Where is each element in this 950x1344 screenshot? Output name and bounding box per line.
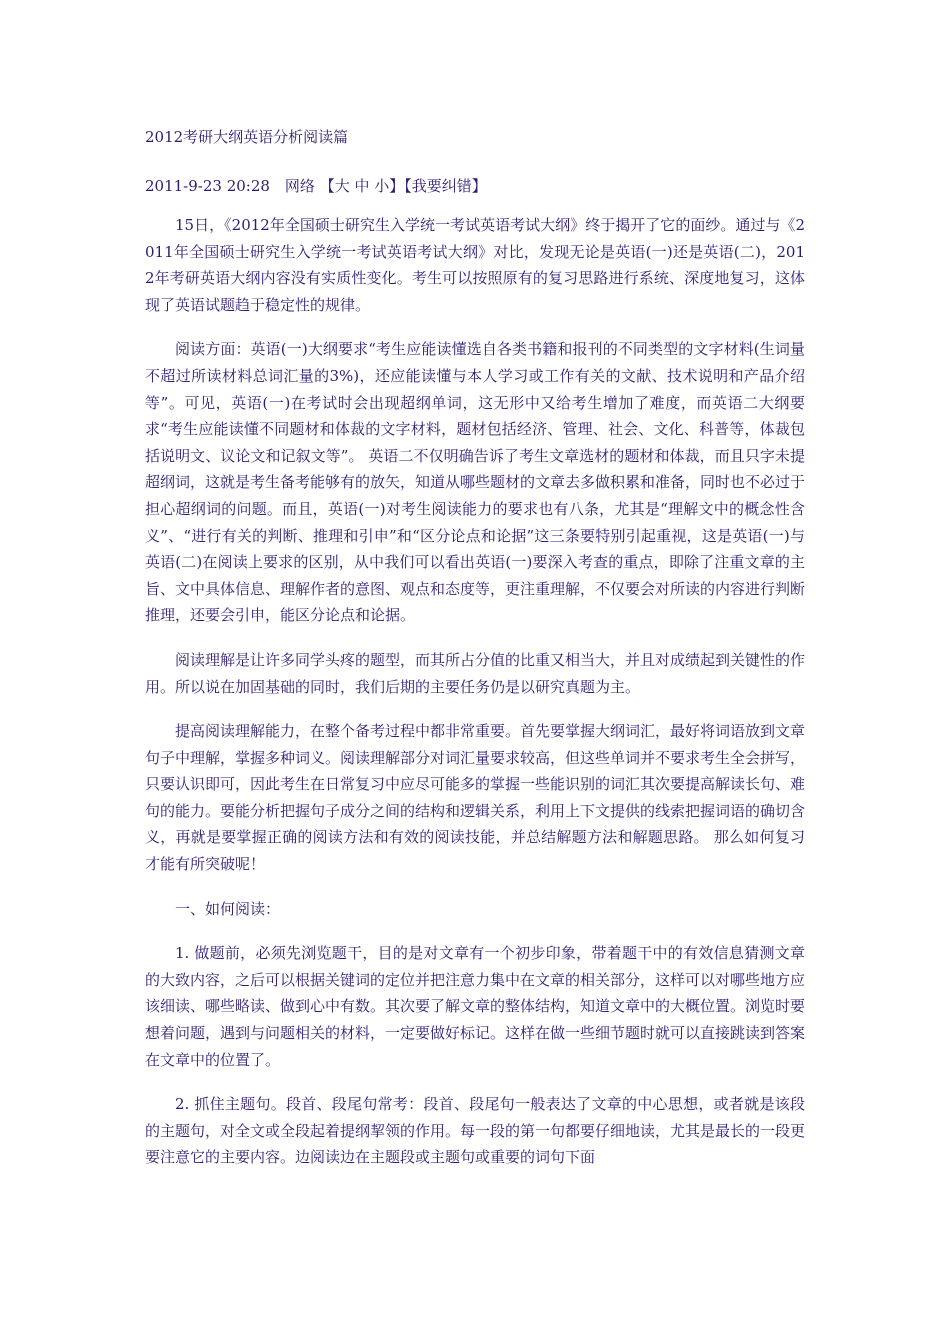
paragraph-tip-1: 1. 做题前，必须先浏览题干，目的是对文章有一个初步印象，带着题干中的有效信息猜测文章的大致内容，之后可以根据关键词的定位并把注意力集中在文章的相关部分，这样可以对哪些地方应该细读、哪些略读、做到心中有数。其次要了解文章的整体结构，知道文章中的大概位置。浏览时要想着问题，遇到与问题相关的材料，一定要做好标记。这样在做一些细节题时就可以直接跳读到答案在文章中的位置了。 xyxy=(145,944,806,1069)
document-page xyxy=(145,124,805,1171)
article-meta: 2011-9-23 20:28 网络 【大 中 小】【我要纠错】 xyxy=(145,177,487,195)
paragraph-tip-2: 2. 抓住主题句。段首、段尾句常考：段首、段尾句一般表达了文章的中心思想，或者就是该段的主题句，对全文或全段起着提纲挈领的作用。每一段的第一句都要仔细地读，尤其是最长的一段更要注意它的主要内容。边阅读边在主题段或主题句或重要的词句下面 xyxy=(145,1095,806,1167)
paragraph-reading-requirements: 阅读方面：英语(一)大纲要求“考生应能读懂选自各类书籍和报刊的不同类型的文字材料(生词量不超过所读材料总词汇量的3%)，还应能读懂与本人学习或工作有关的文献、技术说明和产品介绍等”。可见，英语(一)在考试时会出现超纲单词，这无形中又给考生增加了难度，而英语二大纲要求“考生应能读懂不同题材和体裁的文字材料，题材包括经济、管理、社会、文化、科普等，体裁包括说明文、议论文和记叙文等”。 英语二不仅明确告诉了考生文章选材的题材和体裁，而且只字未提超纲词，这就是考生备考能够有的放矢，知道从哪些题材的文章去多做积累和准备，同时也不必过于担心超纲词的问题。而且，英语(一)对考生阅读能力的要求也有八条，尤其是“理解文中的概念性含义”、“进行有关的判断、推理和引申”和“区分论点和论据”这三条要特别引起重视，这是英语(一)与英语(二)在阅读上要求的区别，从中我们可以看出英语(一)要深入考查的重点，即除了注重文章的主旨、文中具体信息、理解作者的意图、观点和态度等，更注重理解，不仅要会对所读的内容进行判断推理，还要会引申，能区分论点和论据。 xyxy=(145,340,806,625)
paragraph-improve-ability: 提高阅读理解能力，在整个备考过程中都非常重要。首先要掌握大纲词汇，最好将词语放到文章句子中理解，掌握多种词义。阅读理解部分对词汇量要求较高，但这些单词并不要求考生全会拼写，只要认识即可，因此考生在日常复习中应尽可能多的掌握一些能识别的词汇其次要提高解读长句、难句的能力。要能分析把握句子成分之间的结构和逻辑关系，利用上下文提供的线索把握词语的确切含义，再就是要掌握正确的阅读方法和有效的阅读技能，并总结解题方法和解题思路。 那么如何复习才能有所突破呢！ xyxy=(145,722,806,874)
section-heading-how-to-read: 一、如何阅读： xyxy=(175,899,281,918)
paragraph-reading-importance: 阅读理解是让许多同学头疼的题型，而其所占分值的比重又相当大，并且对成绩起到关键性的作用。所以说在加固基础的同时，我们后期的主要任务仍是以研究真题为主。 xyxy=(145,650,806,696)
paragraph-intro: 15日，《2012年全国硕士研究生入学统一考试英语考试大纲》终于揭开了它的面纱。通过与《2011年全国硕士研究生入学统一考试英语考试大纲》对比，发现无论是英语(一)还是英语(二)，2012年考研英语大纲内容没有实质性变化。考生可以按照原有的复习思路进行系统、深度地复习，这体现了英语试题趋于稳定性的规律。 xyxy=(145,216,805,314)
article-title: 2012考研大纲英语分析阅读篇 xyxy=(145,128,349,146)
